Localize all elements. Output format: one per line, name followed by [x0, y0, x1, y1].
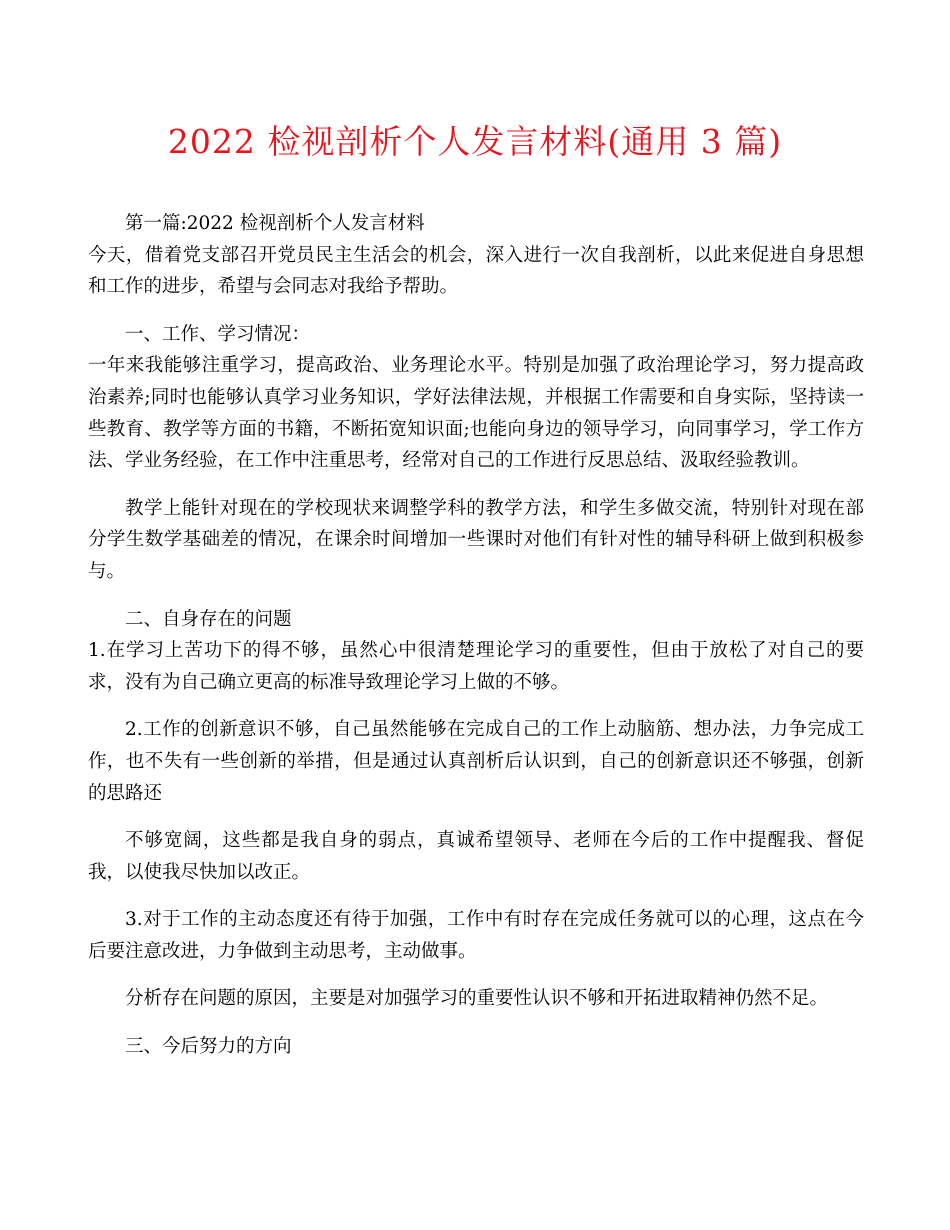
- paragraph-problem-1: 1.在学习上苦功下的得不够，虽然心中很清楚理论学习的重要性，但由于放松了对自己的要求，没有为自己确立更高的标准导致理论学习上做的不够。: [88, 640, 864, 693]
- paragraph-problem-3: 3.对于工作的主动态度还有待于加强，工作中有时存在完成任务就可以的心理，这点在今后要注意改进，力争做到主动思考，主动做事。: [88, 909, 864, 962]
- paragraph-problem-2: 2.工作的创新意识不够，自己虽然能够在完成自己的工作上动脑筋、想办法，力争完成工作，也不失有一些创新的举措，但是通过认真剖析后认识到，自己的创新意识还不够强，创新的思路还: [88, 719, 864, 804]
- paragraph-intro: 今天，借着党支部召开党员民主生活会的机会，深入进行一次自我剖析，以此来促进自身思想和工作的进步，希望与会同志对我给予帮助。: [88, 244, 864, 298]
- paragraph-cause-analysis: 分析存在问题的原因，主要是对加强学习的重要性认识不够和开拓进取精神仍然不足。: [125, 988, 829, 1010]
- document-body: [88, 208, 864, 1063]
- document-title: 2022 检视剖析个人发言材料(通用 3 篇): [167, 122, 783, 161]
- section-heading-part-one: 第一篇:2022 检视剖析个人发言材料: [125, 213, 425, 234]
- section-heading-problems: 二、自身存在的问题: [125, 608, 292, 630]
- paragraph-problem-2-continued: 不够宽阔，这些都是我自身的弱点，真诚希望领导、老师在今后的工作中提醒我、督促我，以使我尽快加以改正。: [88, 830, 864, 883]
- paragraph-teaching: 教学上能针对现在的学校现状来调整学科的教学方法，和学生多做交流，特别针对现在部分学生数学基础差的情况，在课余时间增加一些课时对他们有针对性的辅导科研上做到积极参与。: [88, 497, 864, 582]
- section-heading-work-study: 一、工作、学习情况：: [125, 323, 311, 345]
- section-heading-future-direction: 三、今后努力的方向: [125, 1036, 292, 1058]
- paragraph-work-study: 一年来我能够注重学习，提高政治、业务理论水平。特别是加强了政治理论学习，努力提高政治素养;同时也能够认真学习业务知识，学好法律法规，并根据工作需要和自身实际，坚持读一些教育、教学等方面的书籍，不断拓宽知识面;也能向身边的领导学习，向同事学习，学工作方法、学业务经验，在工作中注重思考，经常对自己的工作进行反思总结、汲取经验教训。: [88, 355, 864, 472]
